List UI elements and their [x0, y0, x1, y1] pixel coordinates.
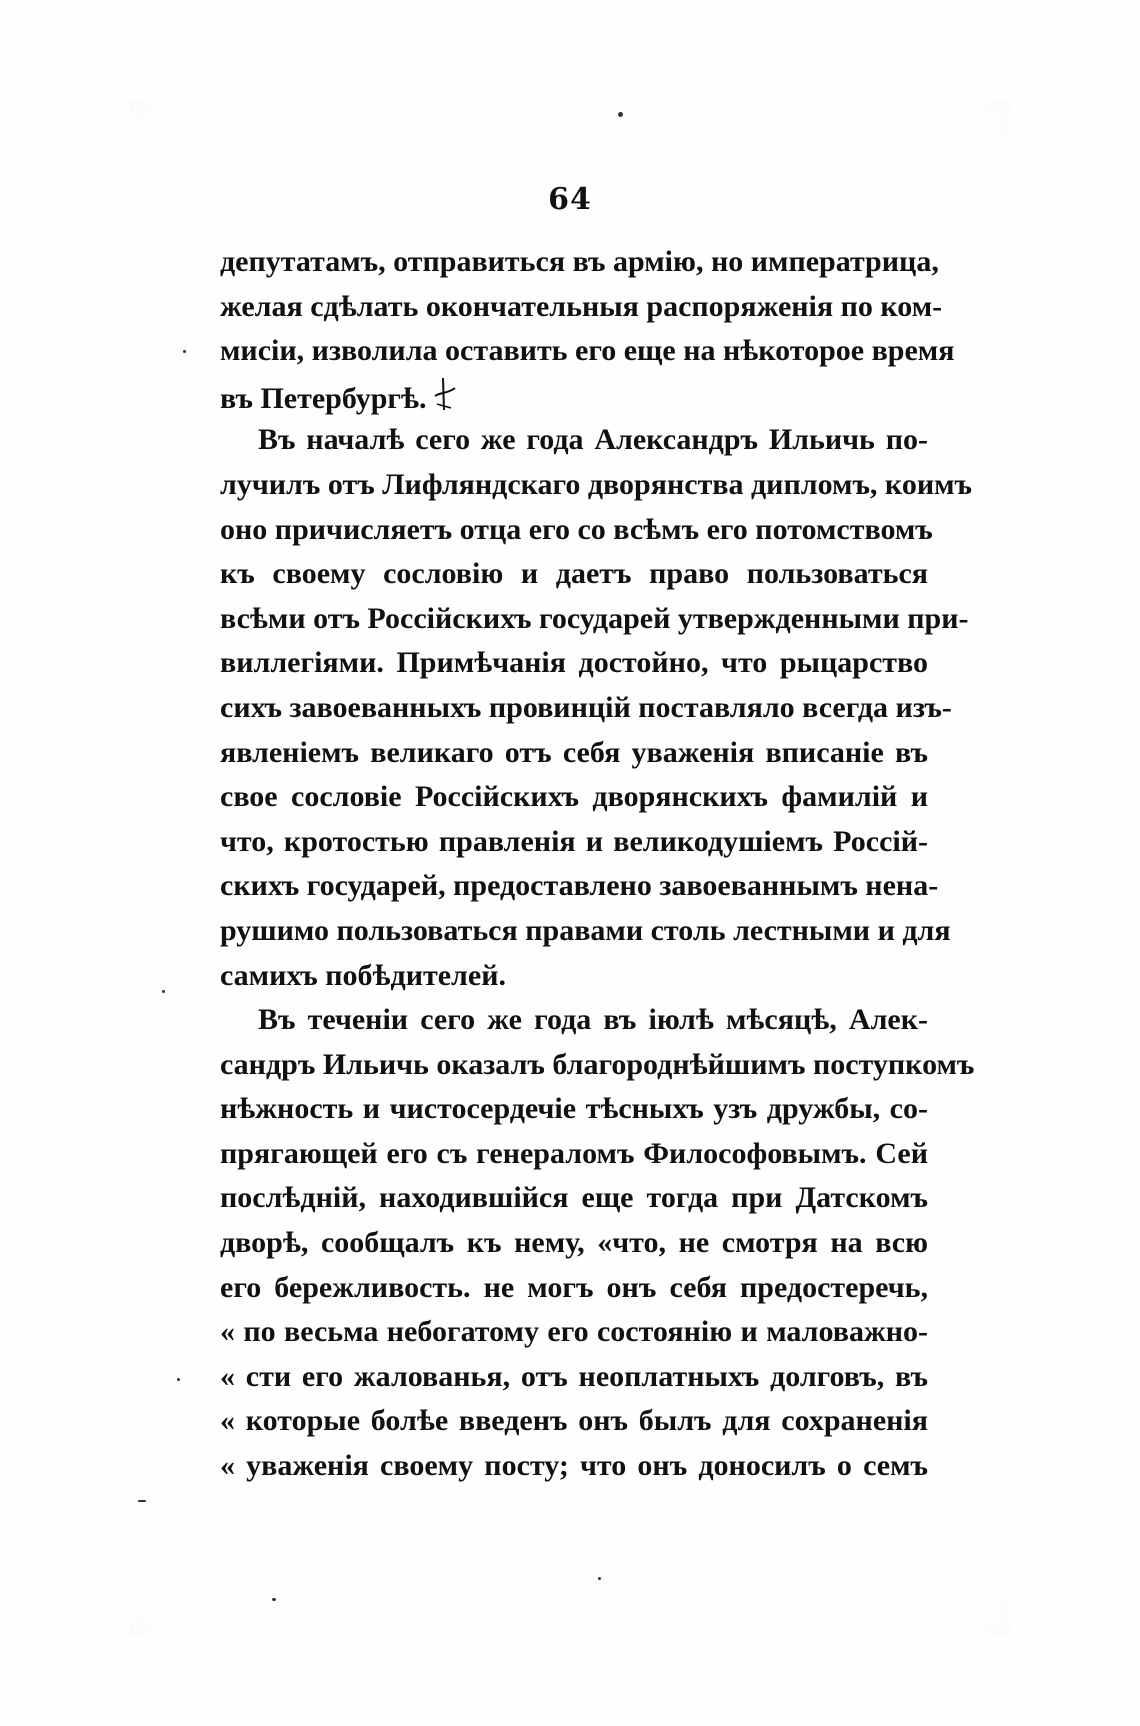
text-line: Въ началѣ сего же года Александръ Ильичь по- [258, 423, 928, 457]
text-line-with-mark [220, 374, 928, 419]
text-line: « которые болѣе введенъ онъ былъ для сохраненія [220, 1404, 928, 1438]
text-line: послѣдній, находившійся еще тогда при Датскомъ [220, 1181, 928, 1215]
text-line: мисіи, изволила оставить его еще на нѣкоторое время [220, 334, 955, 368]
text-line: рушимо пользоваться правами столь лестными и для [220, 913, 951, 947]
scan-speck [618, 112, 623, 117]
scan-speck [183, 350, 186, 353]
text-line: нѣжность и чистосердечіе тѣсныхъ узъ дружбы, со- [220, 1092, 928, 1126]
scan-speck [138, 1500, 146, 1502]
scan-speck [177, 1378, 180, 1381]
scan-speck [162, 990, 165, 993]
text-line: « по весьма небогатому его состоянію и маловажно- [220, 1315, 928, 1349]
text-line: сихъ завоеванныхъ провинцій поставляло всегда изъ- [220, 690, 952, 724]
text-line: желая сдѣлать окончательныя распоряженія по ком- [220, 289, 943, 323]
text-line: въ Петербургѣ. [220, 381, 427, 415]
text-line: всѣми отъ Россійскихъ государей утвержденными при- [220, 601, 969, 635]
text-line: Въ теченіи сего же года въ іюлѣ мѣсяцѣ, Алек- [258, 1003, 928, 1037]
scan-speck [272, 1598, 276, 1601]
paragraph-3 [220, 998, 975, 1489]
text-line: самихъ побѣдителей. [220, 958, 506, 992]
text-line: скихъ государей, предоставлено завоеваннымъ нена- [220, 869, 939, 903]
text-line: явленіемъ великаго отъ себя уваженія вписаніе въ [220, 735, 928, 769]
text-line: свое сословіе Россійскихъ дворянскихъ фамилій и [220, 780, 928, 814]
text-line: дворѣ, сообщалъ къ нему, «что, не смотря на всю [220, 1226, 928, 1260]
text-line: что, кротостью правленія и великодушіемъ Россій- [220, 824, 928, 858]
text-line: сандръ Ильичь оказалъ благороднѣйшимъ поступкомъ [220, 1047, 975, 1081]
text-line: къ своему сословію и даетъ право пользоваться [220, 557, 928, 591]
body-text [220, 240, 975, 1489]
page-number: 64 [548, 182, 592, 217]
scan-speck [598, 1577, 601, 1580]
text-line: оно причисляетъ отца его со всѣмъ его потомствомъ [220, 512, 933, 546]
paragraph-1 [220, 240, 955, 418]
text-line: лучилъ отъ Лифляндскаго дворянства дипломъ, коимъ [220, 467, 973, 501]
text-line: его бережливость. не могъ онъ себя предостеречь, [220, 1270, 928, 1304]
text-line: « сти его жалованья, отъ неоплатныхъ долговъ, въ [220, 1359, 928, 1393]
text-line: виллегіями. Примѣчанія достойно, что рыцарство [220, 646, 928, 680]
text-line: прягающей его съ генераломъ Философовымъ. Сей [220, 1136, 928, 1170]
text-line: « уваженія своему посту; что онъ доносилъ о семъ [220, 1449, 928, 1483]
text-line: депутатамъ, отправиться въ армію, но императрица, [220, 245, 939, 278]
paragraph-2 [220, 418, 973, 998]
